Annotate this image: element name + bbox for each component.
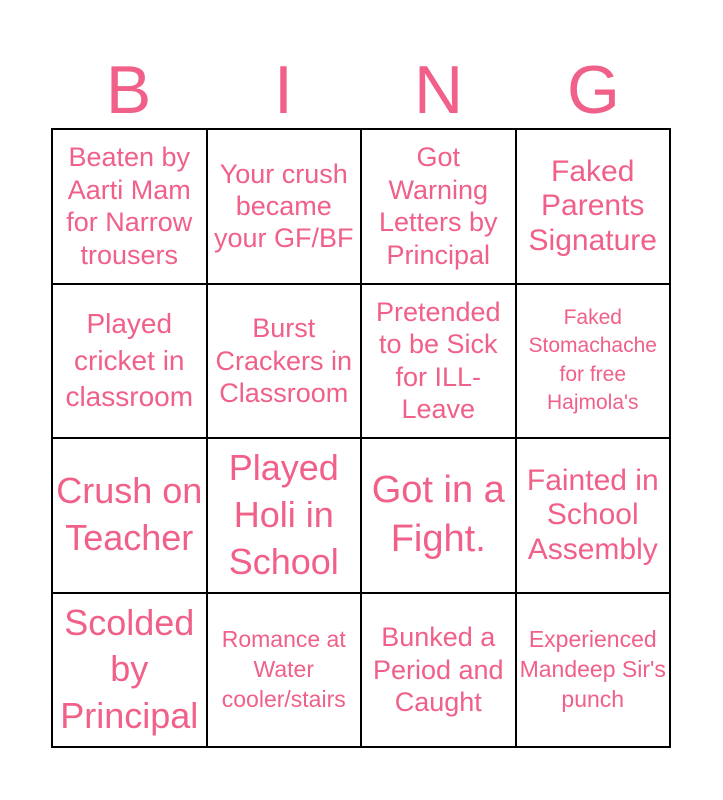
bingo-cell-text: Experienced Mandeep Sir's punch (519, 625, 666, 712)
bingo-cell-text: Burst Crackers in Classroom (215, 313, 353, 408)
bingo-cell-text: Faked Stomachache for free Hajmola's (528, 306, 657, 415)
bingo-cell-text: Romance at Water cooler/stairs (221, 625, 346, 712)
bingo-cell-r4c1[interactable] (52, 593, 207, 748)
bingo-cell-r3c3[interactable] (361, 438, 516, 593)
bingo-cell-r3c1[interactable] (52, 438, 207, 593)
bingo-cell-r1c3[interactable] (361, 129, 516, 284)
bingo-card-grid (51, 128, 671, 748)
header-letter-b: B (105, 52, 152, 128)
bingo-cell-text: Your crush became your GF/BF (213, 158, 354, 254)
bingo-cell-r3c2[interactable] (207, 438, 362, 593)
bingo-cell-r4c2[interactable] (207, 593, 362, 748)
header-letter-n: N (413, 52, 464, 128)
bingo-cell-text: Pretended to be Sick for ILL-Leave (375, 296, 501, 425)
bingo-cell-text: Scolded by Principal (60, 601, 199, 737)
bingo-cell-text: Beaten by Aarti Mam for Narrow trousers (66, 142, 193, 270)
header-letter-g: G (567, 52, 620, 128)
bingo-cell-text: Got in a Fight. (371, 468, 505, 561)
bingo-cell-r4c4[interactable] (516, 593, 671, 748)
bingo-cell-r2c2[interactable] (207, 284, 362, 439)
bingo-cell-text: Faked Parents Signature (528, 154, 657, 257)
bingo-cell-r4c3[interactable] (361, 593, 516, 748)
bingo-cell-text: Bunked a Period and Caught (372, 622, 504, 717)
bingo-cell-text: Played cricket in classroom (65, 308, 194, 412)
bingo-cell-r2c3[interactable] (361, 284, 516, 439)
bingo-cell-text: Played Holi in School (228, 447, 339, 582)
bingo-cell-r1c2[interactable] (207, 129, 362, 284)
bingo-cell-r2c1[interactable] (52, 284, 207, 439)
bingo-cell-r1c4[interactable] (516, 129, 671, 284)
bingo-header (51, 52, 671, 128)
bingo-cell-r3c4[interactable] (516, 438, 671, 593)
bingo-cell-text: Fainted in School Assembly (526, 463, 659, 566)
header-letter-i: I (274, 52, 293, 128)
bingo-cell-r1c1[interactable] (52, 129, 207, 284)
bingo-cell-text: Crush on Teacher (56, 470, 203, 559)
bingo-cell-r2c4[interactable] (516, 284, 671, 439)
bingo-cell-text: Got Warning Letters by Principal (378, 142, 498, 270)
